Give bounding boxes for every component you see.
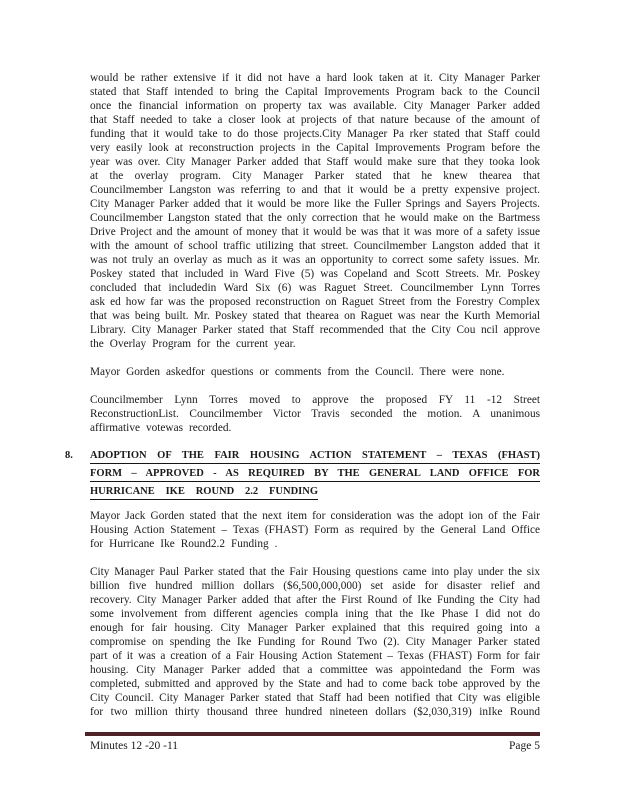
text-line: once the financial information on property tax was available. City Manager Parker added <box>90 100 540 112</box>
text-line: Housing Action Statement – Texas (FHAST) Form as required by the General Land Office <box>90 524 540 536</box>
text-line: City Council. City Manager Parker stated that Staff had been notified that City was eligible <box>90 692 540 704</box>
text-line: Mayor Gorden askedfor questions or comments from the Council. There were none. <box>90 366 505 378</box>
text-line: billion five hundred million dollars ($6,500,000,000) set aside for disaster relief and <box>90 580 540 592</box>
paragraph <box>90 565 540 719</box>
text-line: ReconstructionList. Councilmember Victor Travis seconded the motion. A unanimous <box>90 408 540 420</box>
text-line: City Manager Paul Parker stated that the Fair Housing questions came into play under the six <box>90 566 540 578</box>
text-line: concluded that includedin Ward Six (6) was Raguet Street. Councilmember Lynn Torres <box>90 282 540 294</box>
text-line: recovery. City Manager Parker added that after the First Round of Ike Funding the City had <box>90 594 540 606</box>
text-line: FORM – APPROVED - AS REQUIRED BY THE GENERAL LAND OFFICE FOR <box>90 467 540 482</box>
text-line: that Staff needed to take a closer look at projects of that nature because of the amount of <box>90 114 540 126</box>
text-line: stated that Staff intended to bring the Capital Improvements Program back to the Council <box>90 86 540 98</box>
text-line: the Overlay Program for the current year. <box>90 338 296 350</box>
text-line: Drive Project and the amount of money that it would be was that it was more of a safety issue <box>90 226 540 238</box>
paragraph <box>90 365 540 379</box>
text-line: year was over. City Manager Parker added that Staff would make sure that they tooka look <box>90 156 540 168</box>
agenda-item-number: 8. <box>65 450 73 461</box>
text-line: City Manager Parker added that it would be more like the Fuller Springs and Sayers Projects. <box>90 198 540 210</box>
page-footer <box>90 739 540 753</box>
text-line: for two million thirty thousand three hundred nineteen dollars ($2,030,319) inIke Round <box>90 706 540 718</box>
paragraph <box>90 393 540 435</box>
text-line: with the amount of school traffic utilizing that street. Councilmember Langston added that it <box>90 240 540 252</box>
text-line: that was being built. Mr. Poskey stated that thearea on Raguet was near the Kurth Memorial <box>90 310 540 322</box>
text-line: ask ed how far was the proposed reconstruction on Raguet Street from the Forestry Complex <box>90 296 540 308</box>
text-line: was not truly an overlay as much as it was an opportunity to correct some safety issues. Mr. <box>90 254 540 266</box>
text-line: completed, submitted and approved by the State and had to come back tobe approved by the <box>90 678 540 690</box>
text-line: funding that it would take to do those projects.City Manager Pa rker stated that Staff could <box>90 128 540 140</box>
text-line: would be rather extensive if it did not have a hard look taken at it. City Manager Parker <box>90 72 540 84</box>
text-line: Councilmember Lynn Torres moved to approve the proposed FY 11 -12 Street <box>90 394 540 406</box>
paragraph <box>90 71 540 351</box>
text-line: some involvement from different agencies compla ining that the Ike Phase I did not do <box>90 608 540 620</box>
paragraph <box>90 509 540 551</box>
text-line: at the overlay program. City Manager Parker stated that he knew thearea that <box>90 170 540 182</box>
text-line: Library. City Manager Parker stated that Staff recommended that the City Cou ncil approve <box>90 324 540 336</box>
agenda-item-heading <box>65 449 540 500</box>
text-line: for Hurricane Ike Round2.2 Funding . <box>90 538 278 550</box>
text-line: HURRICANE IKE ROUND 2.2 FUNDING <box>90 485 318 500</box>
footer-rule <box>85 732 540 736</box>
text-line: part of it was a creation of a Fair Housing Action Statement – Texas (FHAST) Form for fair <box>90 650 540 662</box>
text-line: compromise on spending the Ike Funding for Round Two (2). City Manager Parker stated <box>90 636 540 648</box>
text-line: Poskey stated that included in Ward Five (5) was Copeland and Scott Streets. Mr. Poskey <box>90 268 540 280</box>
footer-page-number: Page 5 <box>509 740 540 752</box>
document-body <box>65 71 540 733</box>
text-line: affirmative votewas recorded. <box>90 422 232 434</box>
footer-doc-title: Minutes 12 -20 -11 <box>90 740 179 752</box>
text-line: Mayor Jack Gorden stated that the next item for consideration was the adopt ion of the Fair <box>90 510 540 522</box>
text-line: ADOPTION OF THE FAIR HOUSING ACTION STATEMENT – TEXAS (FHAST) <box>90 449 540 464</box>
text-line: very easily look at reconstruction projects in the Capital Improvements Program before the <box>90 142 540 154</box>
text-line: Councilmember Langston was referring to and that it would be a pretty expensive project. <box>90 184 540 196</box>
text-line: housing. City Manager Parker added that a committee was appointedand the Form was <box>90 664 540 676</box>
text-line: enough for fair housing. City Manager Parker explained that this required going into a <box>90 622 540 634</box>
text-line: Councilmember Langston stated that the only correction that he would make on the Bartmess <box>90 212 540 224</box>
